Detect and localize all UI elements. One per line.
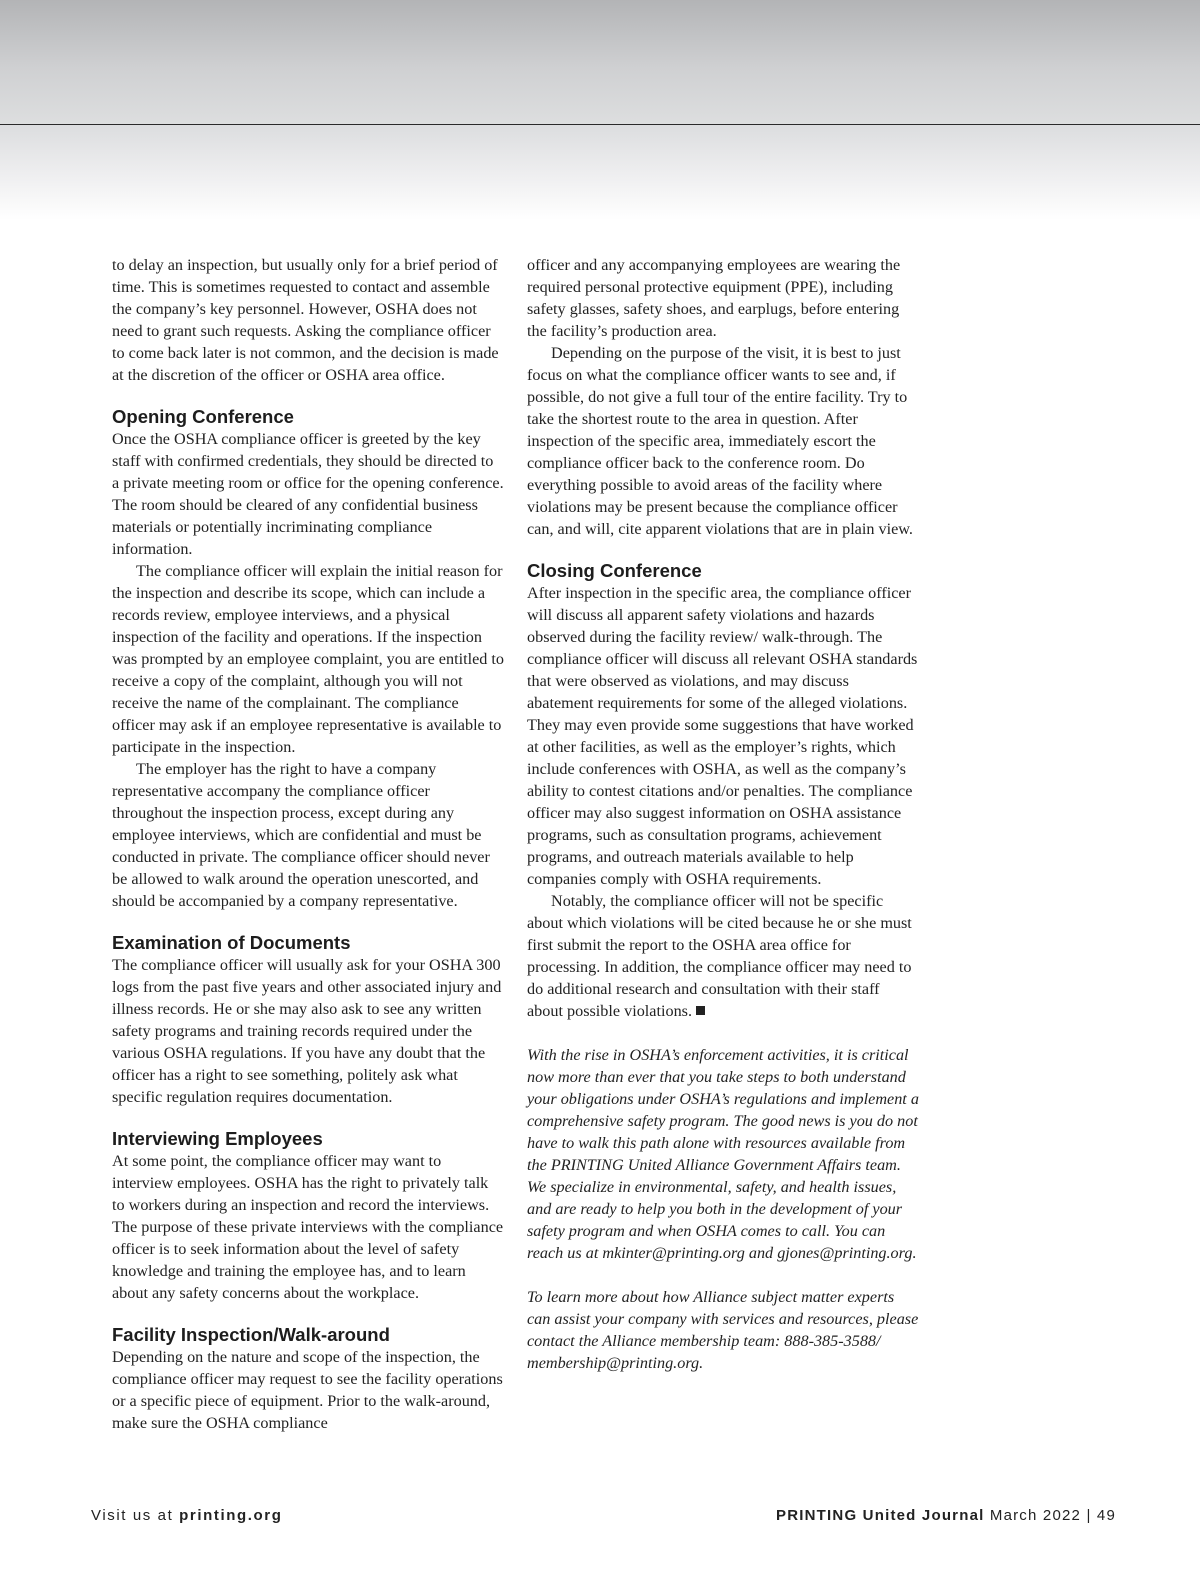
intro-paragraph: to delay an inspection, but usually only for a brief period of time. This is sometimes requested to contact and assemble the company’s key personnel. However, OSHA does not need to grant such requests. Asking the compliance officer to come back later is not common, and the decision is made at the discretion of the officer or OSHA area office. bbox=[112, 256, 499, 384]
heading-interviewing-employees: Interviewing Employees bbox=[112, 1128, 323, 1149]
header-banner bbox=[0, 0, 1200, 124]
heading-facility-inspection: Facility Inspection/Walk-around bbox=[112, 1324, 390, 1345]
opening-paragraph-1: Once the OSHA compliance officer is greeted by the key staff with confirmed credentials, they should be directed to a private meeting room or office for the opening conference. The room should be cleared of any confidential business materials or potentially incriminating compliance information. bbox=[112, 430, 504, 558]
heading-opening-conference: Opening Conference bbox=[112, 406, 294, 427]
heading-examination-of-documents: Examination of Documents bbox=[112, 932, 351, 953]
opening-paragraph-3: The employer has the right to have a company representative accompany the compliance officer throughout the inspection process, except during any employee interviews, which are confidential and must be conducted in private. The compliance officer should never be allowed to walk around the operation unescorted, and should be accompanied by a company representative. bbox=[112, 760, 490, 910]
opening-paragraph-2: The compliance officer will explain the initial reason for the inspection and describe its scope, which can include a records review, employee interviews, and a physical inspection of the facility and operations. If the inspection was prompted by an employee complaint, you are entitled to receive a copy of the complaint, although you will not receive the name of the complainant. The compliance officer may ask if an employee representative is available to participate in the inspection. bbox=[112, 562, 504, 756]
right-column bbox=[527, 254, 919, 1374]
italic-note-1: With the rise in OSHA’s enforcement activities, it is critical now more than ever that you take steps to both understand your obligations under OSHA’s regulations and implement a comprehensive safety program. The good news is you do not have to walk this path alone with resources available from the PRINTING United Alliance Government Affairs team. We specialize in environmental, safety, and health issues, and are ready to help you both in the development of your safety program and when OSHA comes to call. You can reach us at mkinter@printing.org and gjones@printing.org. bbox=[527, 1046, 919, 1262]
footer-journal-name: PRINTING United Journal bbox=[776, 1507, 985, 1524]
header-fade bbox=[0, 125, 1200, 220]
examination-paragraph: The compliance officer will usually ask for your OSHA 300 logs from the past five years and other associated injury and illness records. He or she may also ask to see any written safety programs and training records required under the various OSHA regulations. If you have any doubt that the officer has a right to see something, politely ask what specific regulation requires documentation. bbox=[112, 956, 502, 1106]
footer-issue-and-page: March 2022 | 49 bbox=[984, 1507, 1116, 1524]
italic-note-2: To learn more about how Alliance subject matter experts can assist your company with services and resources, please contact the Alliance membership team: 888-385-3588/ membership@printing.org. bbox=[527, 1288, 919, 1372]
facility-paragraph: Depending on the nature and scope of the inspection, the compliance officer may request to see the facility operations or a specific piece of equipment. Prior to the walk-around, make sure the OSHA compliance bbox=[112, 1348, 503, 1432]
interviewing-paragraph: At some point, the compliance officer may want to interview employees. OSHA has the right to privately talk to workers during an inspection and record the interviews. The purpose of these private interviews with the compliance officer is to seek information about the level of safety knowledge and training the employee has, and to learn about any safety concerns about the workplace. bbox=[112, 1152, 504, 1302]
end-of-article-square-icon bbox=[696, 1006, 705, 1015]
continued-paragraph-1: officer and any accompanying employees are wearing the required personal protective equipment (PPE), including safety glasses, safety shoes, and earplugs, before entering the facility’s production area. bbox=[527, 256, 901, 340]
left-column bbox=[112, 254, 504, 1434]
footer-journal bbox=[776, 1507, 1116, 1524]
closing-paragraph-2-text: Notably, the compliance officer will not be specific about which violations will be cited because he or she must first submit the report to the OSHA area office for processing. In addition, the compliance officer may need to do additional research and consultation with their staff about possible violations. bbox=[527, 892, 912, 1020]
heading-closing-conference: Closing Conference bbox=[527, 560, 702, 581]
footer-visit-prefix: Visit us at bbox=[91, 1507, 180, 1524]
closing-paragraph-2 bbox=[527, 890, 919, 1022]
closing-paragraph-1: After inspection in the specific area, the compliance officer will discuss all apparent safety violations and hazards observed during the facility review/ walk-through. The compliance officer will discuss all relevant OSHA standards that were observed as violations, and may discuss abatement requirements for some of the alleged violations. They may even provide some suggestions that have worked at other facilities, as well as the employer’s rights, which include conferences with OSHA, as well as the company’s ability to contest citations and/or penalties. The compliance officer may also suggest information on OSHA assistance programs, such as consultation programs, achievement programs, and outreach materials available to help companies comply with OSHA requirements. bbox=[527, 584, 918, 888]
footer-visit bbox=[91, 1507, 282, 1524]
continued-paragraph-2: Depending on the purpose of the visit, it is best to just focus on what the compliance officer wants to see and, if possible, do not give a full tour of the entire facility. Try to take the shortest route to the area in question. After inspection of the specific area, immediately escort the compliance officer back to the conference room. Do everything possible to avoid areas of the facility where violations may be present because the compliance officer can, and will, cite apparent violations that are in plain view. bbox=[527, 344, 913, 538]
footer-website-link[interactable]: printing.org bbox=[179, 1507, 283, 1524]
